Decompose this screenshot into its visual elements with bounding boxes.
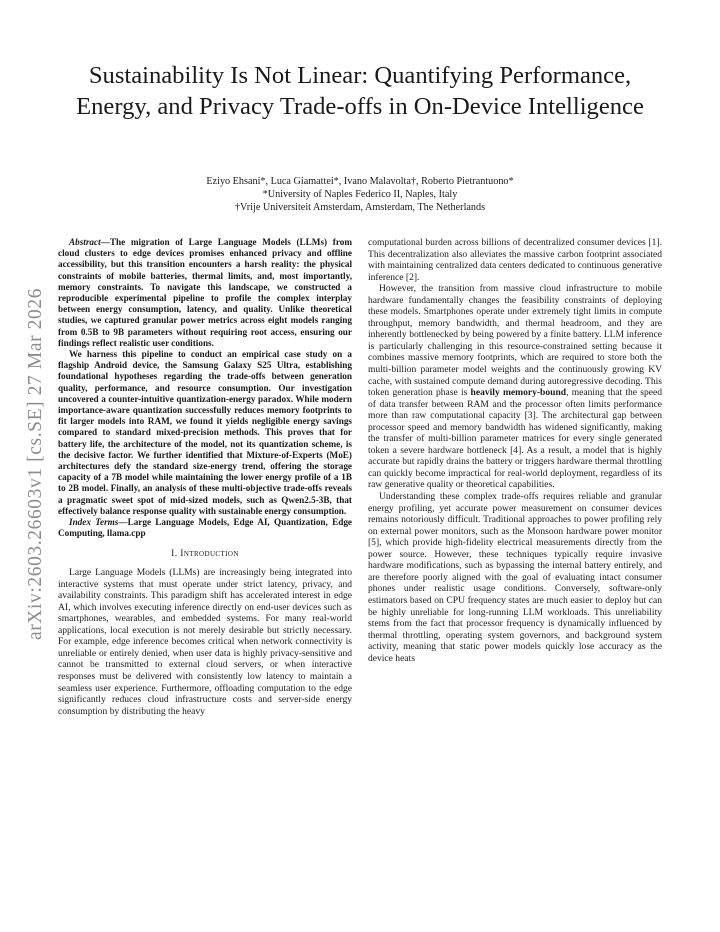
intro-paragraph-2-a: However, the transition from massive cloud infrastructure to mobile hardware fundamentally changes the feasibility constraints of deploying these models. Smartphones operate under extremely tight limits in compute throughput, memory bandwidth, and thermal headroom, and they are inherently bottlenecked by being powered by a finite battery. LLM inference is particularly challenging in this resource-constrained setting because it combines massive memory footprints, which are required to store both the multi-billion parameter model weights and the continuously growing KV cache, with sustained compute demand during autoregressive decoding. This token generation phase is — [368, 283, 662, 399]
affiliation-naples: *University of Naples Federico II, Naples, Italy — [262, 189, 458, 200]
right-column — [368, 237, 662, 664]
index-terms-label: Index Terms — [69, 517, 119, 528]
intro-paragraph-3: Understanding these complex trade-offs requires reliable and granular energy profiling, yet accurate power measurement on consumer devices remains notoriously difficult. Traditional approaches to power profiling rely on external power monitors, such as the Monsoon hardware power monitor [5], which provide high-fidelity electrical measurements directly from the power source. However, these techniques typically require invasive hardware modifications, such as bypassing the internal battery entirely, and are therefore poorly aligned with the goal of evaluating intact consumer phones under realistic usage conditions. Conversely, software-only estimators based on CPU frequency states are much easier to deploy but can be highly unreliable for long-running LLM workloads. This unreliability stems from the fact that processor frequency is dynamically influenced by thermal throttling, operating system governors, and background system activity, meaning that static power models quickly lose accuracy as the device heats — [368, 491, 662, 664]
index-terms: Index Terms—Large Language Models, Edge AI, Quantization, Edge Computing, llama.cpp — [58, 517, 353, 539]
left-column — [58, 237, 352, 717]
paper-title: Sustainability Is Not Linear: Quantifying Performance, Energy, and Privacy Trade-offs in On-Device Intelligence — [76, 62, 644, 120]
intro-paragraph-2 — [368, 283, 662, 491]
abstract-label: Abstract — [69, 237, 101, 247]
arxiv-identifier: arXiv:2603.26603v1 [cs.SE] 27 Mar 2026 — [25, 287, 46, 641]
index-terms-text: Large Language Models, Edge AI, Quantization, Edge Computing, llama.cpp — [58, 517, 353, 539]
intro-paragraph-2-b: , meaning that the speed of data transfer between RAM and the processor often limits performance more than raw computational capacity [3]. The architectural gap between processor speed and memory bandwidth has widened significantly, making the transfer of multi-billion parameter matrices for every single generated token a severe hardware bottleneck [4]. As a result, a model that is highly accurate but rapidly drains the battery or triggers hardware thermal throttling can quickly become impractical for real-world deployment, regardless of its raw generative quality or theoretical capabilities. — [368, 387, 662, 491]
abstract-text-1: The migration of Large Language Models (LLMs) from cloud clusters to edge devices promises enhanced privacy and offline accessibility, but this transition encounters a harsh reality: the physical constraints of mobile batteries, thermal limits, and, most importantly, memory constraints. To navigate this landscape, we constructed a reproducible experimental pipeline to profile the complex interplay between energy consumption, latency, and quality. Unlike theoretical studies, we captured granular power metrics across eight models ranging from 0.5B to 9B parameters without requiring root access, ensuring our findings reflect realistic user conditions. — [58, 237, 352, 348]
abstract-paragraph-2: We harness this pipeline to conduct an empirical case study on a flagship Android device, the Samsung Galaxy S25 Ultra, establishing foundational hypotheses regarding the trade-offs between generation quality, performance, and resource consumption. Our investigation uncovered a counter-intuitive quantization-energy paradox. While modern importance-aware quantization successfully reduces memory footprints to fit larger models into RAM, we found it yields negligible energy savings compared to standard mixed-precision methods. This proves that for battery life, the architecture of the model, not its quantization scheme, is the decisive factor. We further identified that Mixture-of-Experts (MoE) architectures defy the standard size-energy trend, offering the storage capacity of a 7B model while maintaining the lower energy profile of a 1B to 2B model. Finally, an analysis of these multi-objective trade-offs reveals a pragmatic sweet spot of mid-sized models, such as Qwen2.5-3B, that effectively balance response quality with sustainable energy consumption. — [58, 349, 352, 516]
abstract-paragraph-1: Abstract—The migration of Large Language Models (LLMs) from cloud clusters to edge devices promises enhanced privacy and offline accessibility, but this transition encounters a harsh reality: the physical constraints of mobile batteries, thermal limits, and, most importantly, memory constraints. To navigate this landscape, we constructed a reproducible experimental pipeline to profile the complex interplay between energy consumption, latency, and quality. Unlike theoretical studies, we captured granular power metrics across eight models ranging from 0.5B to 9B parameters without requiring root access, ensuring our findings reflect realistic user conditions. — [58, 237, 352, 348]
author-block — [60, 175, 660, 214]
author-list: Eziyo Ehsani*, Luca Giamattei*, Ivano Malavolta†, Roberto Pietrantuono* — [206, 176, 514, 187]
arxiv-sidebar — [12, 254, 60, 674]
intro-paragraph-1: Large Language Models (LLMs) are increasingly being integrated into interactive systems that must operate under strict latency, privacy, and availability constraints. This paradigm shift has accelerated interest in edge AI, which involves executing inference directly on end-user devices such as smartphones, wearables, and embedded systems. For many real-world applications, local execution is not merely desirable but strictly necessary. For example, edge inference becomes critical when network connectivity is unreliable or entirely denied, when user data is highly privacy-sensitive and cannot be transmitted to external cloud servers, or when interactive responses must be delivered with consistently low latency to maintain a seamless user experience. Furthermore, offloading computation to the edge significantly reduces cloud infrastructure costs and server-side energy consumption by distributing the heavy — [58, 567, 352, 717]
affiliation-amsterdam: †Vrije Universiteit Amsterdam, Amsterdam, The Netherlands — [234, 202, 486, 213]
intro-paragraph-1-continued: computational burden across billions of decentralized consumer devices [1]. This decentralization also alleviates the massive carbon footprint associated with maintaining centralized data centers dedicated to continuous generative inference [2]. — [368, 237, 662, 283]
abstract — [58, 237, 352, 539]
emphasis-memory-bound: heavily memory-bound — [470, 387, 567, 399]
section-heading-introduction: I. Introduction — [171, 549, 239, 560]
